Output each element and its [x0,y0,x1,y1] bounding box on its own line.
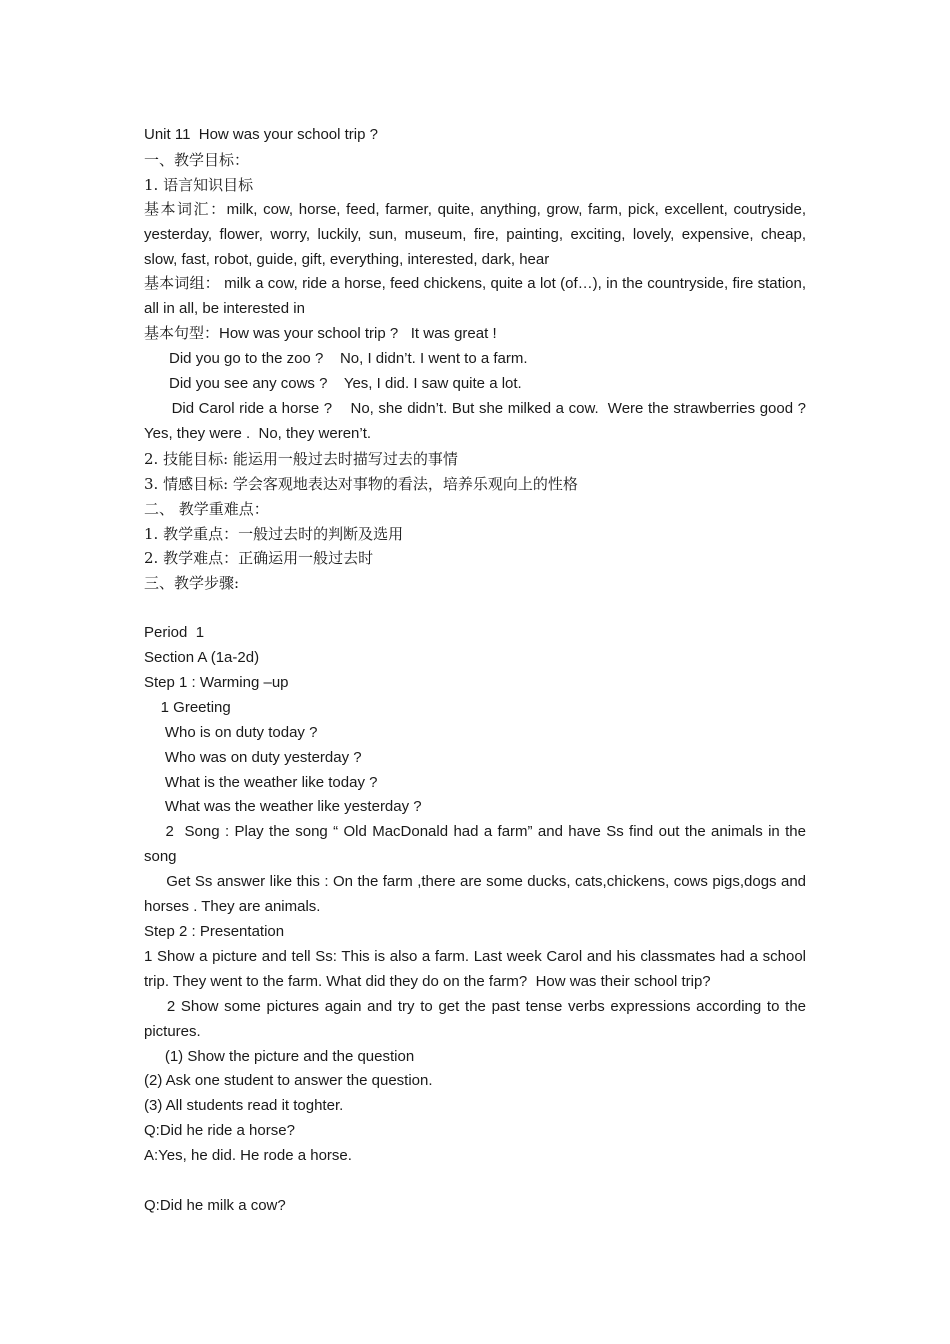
skill-objective: 2. 技能目标: 能运用一般过去时描写过去的事情 [144,449,458,468]
sentence-patterns-line: 基本句型：How was your school trip ? It was great ! [144,325,497,343]
period-heading: Period 1 [144,624,205,642]
blank-line [144,1169,806,1194]
section-heading-steps: 三、教学步骤: [144,574,240,593]
answer-line: A:Yes, he did. He rode a horse. [144,1147,352,1165]
greeting-question: What is the weather like today ? [144,773,378,791]
document-page [144,123,811,1219]
section-heading-objectives: 一、教学目标： [144,150,250,169]
blank-line [144,596,806,621]
section-heading-key-points: 二、 教学重难点： [144,499,269,518]
phrases-paragraph: 基本词组： milk a cow, ride a horse, feed chickens, quite a lot (of…), in the countryside, fire station, all in all, be interested in [144,275,811,318]
greeting-question: Who was on duty yesterday ? [144,748,362,766]
greeting-item: 1 Greeting [144,698,231,716]
procedure-step: (1) Show the picture and the question [144,1047,415,1065]
song-item: 2 Song : Play the song “ Old MacDonald had a farm” and have Ss find out the animals in the song [144,823,811,866]
greeting-question: Who is on duty today ? [144,723,318,741]
sentence-pattern-cows: Did you see any cows ? Yes, I did. I saw quite a lot. [144,375,522,393]
greeting-question: What was the weather like yesterday ? [144,798,422,816]
key-point: 1. 教学重点：一般过去时的判断及选用 [144,524,404,543]
song-answer: Get Ss answer like this : On the farm ,there are some ducks, cats,chickens, cows pigs,dogs and horses . They are animals. [144,873,811,916]
presentation-item-1: 1 Show a picture and tell Ss: This is also a farm. Last week Carol and his classmates had a school trip. They went to the farm. What did they do on the farm? How was their school trip? [144,947,811,990]
question-line: Q:Did he ride a horse? [144,1122,295,1140]
step-2-heading: Step 2 : Presentation [144,922,285,940]
section-a-heading: Section A (1a-2d) [144,649,260,667]
presentation-item-2: 2 Show some pictures again and try to get the past tense verbs expressions according to the pictures. [144,997,811,1040]
procedure-step: (3) All students read it toghter. [144,1097,344,1115]
question-line: Q:Did he milk a cow? [144,1196,286,1214]
difficult-point: 2. 教学难点：正确运用一般过去时 [144,549,374,568]
step-1-heading: Step 1 : Warming –up [144,673,289,691]
procedure-step: (2) Ask one student to answer the question. [144,1072,433,1090]
vocabulary-paragraph: 基本词汇：milk, cow, horse, feed, farmer, quite, anything, grow, farm, pick, excellent, coutryside, yesterday, flower, worry, luckily, sun, museum, fire, painting, exciting, lovely, expensive, cheap, slow, fast, robot, guide, gift, everything, interested, dark, hear [144,200,811,268]
subheading-language-knowledge: 1. 语言知识目标 [144,175,254,194]
sentence-pattern-zoo: Did you go to the zoo ? No, I didn’t. I went to a farm. [144,350,528,368]
sentence-pattern-horse: Did Carol ride a horse ? No, she didn’t. But she milked a cow. Were the strawberries good ? Yes, they were . No, they weren’t. [144,399,810,442]
emotion-objective: 3. 情感目标: 学会客观地表达对事物的看法，培养乐观向上的性格 [144,474,578,493]
unit-title: Unit 11 How was your school trip ? [144,126,378,143]
